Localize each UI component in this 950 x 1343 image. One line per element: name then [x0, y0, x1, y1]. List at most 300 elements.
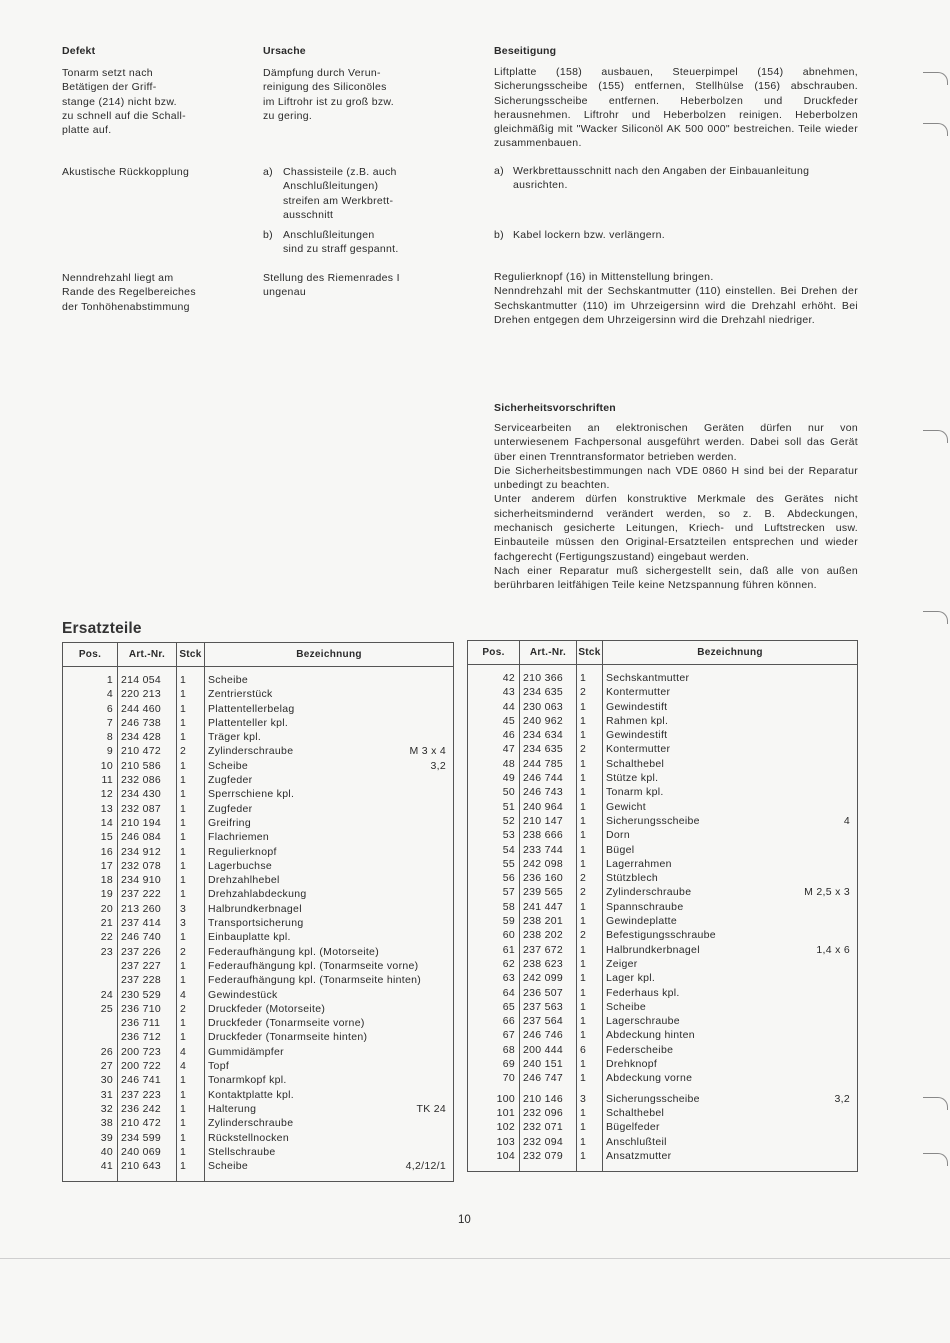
binder-edge-mark [923, 123, 948, 136]
cell-art-nr: 210 194 [118, 816, 177, 830]
cell-stck: 1 [577, 971, 603, 985]
cell-art-nr: 239 565 [520, 885, 577, 899]
cell-bezeichnung [603, 728, 858, 742]
col-header-stck: Stck [177, 643, 205, 667]
cell-pos: 100 [468, 1086, 520, 1106]
cell-art-nr: 236 712 [118, 1030, 177, 1044]
cell-pos: 25 [63, 1002, 118, 1016]
cell-bez-spec [446, 1145, 450, 1159]
table-row [468, 1000, 858, 1014]
cell-art-nr: 238 202 [520, 928, 577, 942]
cell-bez-text: Stellschraube [208, 1145, 276, 1158]
binder-edge-mark [923, 72, 948, 85]
cell-bezeichnung [205, 802, 454, 816]
cell-bez-text: Druckfeder (Motorseite) [208, 1002, 326, 1015]
table-row [63, 887, 454, 901]
cell-pos: 51 [468, 800, 520, 814]
cell-bez-spec [446, 687, 450, 701]
cell-pos: 65 [468, 1000, 520, 1014]
cell-bezeichnung [205, 702, 454, 716]
cell-bez-spec [446, 959, 450, 973]
cell-art-nr: 210 366 [520, 665, 577, 686]
table-row [468, 1028, 858, 1042]
cell-bez-spec: 1,4 x 6 [816, 943, 850, 956]
cell-bez-spec [850, 685, 854, 699]
table-row [63, 830, 454, 844]
cell-art-nr: 210 472 [118, 1116, 177, 1130]
cell-pos: 13 [63, 802, 118, 816]
cell-stck: 1 [577, 843, 603, 857]
cell-art-nr: 242 098 [520, 857, 577, 871]
cell-stck: 1 [577, 986, 603, 1000]
table-row [468, 843, 858, 857]
cell-bez-text: Druckfeder (Tonarmseite vorne) [208, 1017, 365, 1030]
cell-bezeichnung [205, 1002, 454, 1016]
cell-bez-spec [446, 1073, 450, 1087]
safety-title: Sicherheitsvorschriften [494, 402, 616, 414]
cell-bez-spec [850, 1071, 854, 1085]
cell-bez-text: Zylinderschraube [208, 1117, 294, 1130]
table-row [63, 1116, 454, 1130]
cell-bez-spec [446, 988, 450, 1002]
cell-art-nr: 234 430 [118, 787, 177, 801]
cell-pos: 16 [63, 845, 118, 859]
table-row [63, 759, 454, 773]
cell-bez-spec [446, 673, 450, 687]
cell-art-nr: 230 529 [118, 988, 177, 1002]
cell-bez-text: Gewindeplatte [606, 915, 678, 928]
cell-stck: 1 [577, 728, 603, 742]
cell-art-nr: 232 094 [520, 1135, 577, 1149]
cell-stck: 1 [177, 973, 205, 987]
cell-art-nr: 200 723 [118, 1045, 177, 1059]
cell-bezeichnung [603, 885, 858, 899]
cell-pos: 27 [63, 1059, 118, 1073]
cell-bez-text: Gewicht [606, 800, 647, 813]
cell-bez-text: Spannschraube [606, 900, 684, 913]
table-row [468, 665, 858, 686]
cell-bez-spec [850, 957, 854, 971]
cell-art-nr: 246 744 [520, 771, 577, 785]
cell-pos: 64 [468, 986, 520, 1000]
binder-edge-mark [923, 430, 948, 443]
cell-bezeichnung [603, 1000, 858, 1014]
cell-bez-text: Lagerschraube [606, 1015, 680, 1028]
table-row [63, 873, 454, 887]
table-row [468, 1106, 858, 1120]
cell-stck: 1 [577, 1014, 603, 1028]
parts-title: Ersatzteile [62, 620, 142, 637]
cell-bez-spec [446, 787, 450, 801]
cell-stck: 1 [577, 1071, 603, 1085]
cell-stck: 1 [177, 802, 205, 816]
cell-pos: 47 [468, 742, 520, 756]
cell-bez-spec [850, 1106, 854, 1120]
table-row [468, 900, 858, 914]
cell-bezeichnung [205, 1102, 454, 1116]
cell-bez-spec [850, 857, 854, 871]
cell-pos: 48 [468, 757, 520, 771]
cell-stck: 1 [177, 859, 205, 873]
cell-stck: 2 [177, 1002, 205, 1016]
cell-bez-spec [850, 757, 854, 771]
cell-stck: 1 [577, 957, 603, 971]
cell-bez-text: Gummidämpfer [208, 1045, 284, 1058]
cell-art-nr: 237 228 [118, 973, 177, 987]
table-row [63, 744, 454, 758]
cell-stck: 1 [177, 873, 205, 887]
cell-art-nr: 233 744 [520, 843, 577, 857]
table-row [468, 700, 858, 714]
cell-bez-text: Anschlußteil [606, 1135, 667, 1148]
cell-bez-spec [850, 771, 854, 785]
table-row [63, 667, 454, 688]
cell-bez-spec [850, 800, 854, 814]
cell-bez-spec: 4,2/12/1 [405, 1160, 446, 1173]
cell-art-nr: 213 260 [118, 902, 177, 916]
cell-bez-spec [446, 1030, 450, 1044]
cell-bez-spec [446, 1002, 450, 1016]
cell-bez-spec [850, 1135, 854, 1149]
cell-art-nr: 237 564 [520, 1014, 577, 1028]
cell-bez-text: Kontermutter [606, 743, 671, 756]
table-row [468, 728, 858, 742]
cell-art-nr: 240 962 [520, 714, 577, 728]
col-header-art: Art.-Nr. [520, 641, 577, 665]
cell-bezeichnung [603, 1057, 858, 1071]
table-row [63, 816, 454, 830]
table-row [468, 971, 858, 985]
cell-stck: 1 [577, 800, 603, 814]
table-row [63, 916, 454, 930]
cell-stck: 1 [577, 785, 603, 799]
cell-pos: 12 [63, 787, 118, 801]
cell-bezeichnung [205, 945, 454, 959]
cell-art-nr: 200 722 [118, 1059, 177, 1073]
cell-bez-text: Federhaus kpl. [606, 986, 680, 999]
cell-art-nr: 246 743 [520, 785, 577, 799]
cell-art-nr: 210 586 [118, 759, 177, 773]
cell-bezeichnung [603, 1014, 858, 1028]
table-row [63, 687, 454, 701]
cell-bezeichnung [205, 1088, 454, 1102]
binder-edge-mark [923, 1097, 948, 1110]
row2-ursache-a-label: a) [263, 166, 273, 178]
cell-pos: 54 [468, 843, 520, 857]
cell-pos [63, 1030, 118, 1044]
cell-bezeichnung [603, 871, 858, 885]
cell-stck: 2 [577, 928, 603, 942]
table-row [468, 714, 858, 728]
cell-bez-spec [850, 828, 854, 842]
table-row [63, 773, 454, 787]
cell-art-nr: 236 710 [118, 1002, 177, 1016]
cell-art-nr: 246 740 [118, 930, 177, 944]
cell-bez-spec [850, 1057, 854, 1071]
cell-art-nr: 234 428 [118, 730, 177, 744]
table-row [63, 802, 454, 816]
cell-bezeichnung [603, 1135, 858, 1149]
cell-art-nr: 234 635 [520, 685, 577, 699]
table-row [63, 1016, 454, 1030]
table-row [468, 1071, 858, 1085]
cell-art-nr: 237 414 [118, 916, 177, 930]
header-defekt: Defekt [62, 45, 96, 57]
cell-bez-spec [850, 1120, 854, 1134]
cell-stck: 1 [577, 665, 603, 686]
cell-bez-spec [446, 902, 450, 916]
row2-ursache-b-label: b) [263, 229, 273, 241]
cell-bez-text: Tonarm kpl. [606, 786, 664, 799]
table-row [63, 845, 454, 859]
cell-stck: 1 [177, 1088, 205, 1102]
table-row [63, 1030, 454, 1044]
table-row [468, 1135, 858, 1149]
cell-bez-spec [446, 773, 450, 787]
cell-pos: 26 [63, 1045, 118, 1059]
cell-pos: 53 [468, 828, 520, 842]
cell-bezeichnung [205, 859, 454, 873]
cell-art-nr: 200 444 [520, 1043, 577, 1057]
cell-bez-text: Scheibe [208, 759, 249, 772]
cell-stck: 1 [177, 787, 205, 801]
cell-stck: 1 [177, 830, 205, 844]
cell-bezeichnung [205, 887, 454, 901]
cell-bez-spec [850, 1043, 854, 1057]
cell-stck: 1 [177, 1159, 205, 1182]
cell-pos: 57 [468, 885, 520, 899]
cell-art-nr: 220 213 [118, 687, 177, 701]
cell-stck: 1 [577, 1149, 603, 1172]
table-row [63, 945, 454, 959]
cell-pos: 52 [468, 814, 520, 828]
cell-art-nr: 232 071 [520, 1120, 577, 1134]
cell-stck: 1 [577, 700, 603, 714]
cell-bez-text: Ansatzmutter [606, 1149, 672, 1162]
table-row [468, 1120, 858, 1134]
cell-stck: 1 [177, 1131, 205, 1145]
cell-art-nr: 237 672 [520, 943, 577, 957]
cell-art-nr: 246 738 [118, 716, 177, 730]
cell-pos: 67 [468, 1028, 520, 1042]
cell-bez-text: Lagerrahmen [606, 857, 672, 870]
cell-bez-text: Gewindestift [606, 700, 668, 713]
table-row [468, 1057, 858, 1071]
cell-bez-text: Topf [208, 1060, 230, 1073]
cell-stck: 1 [177, 1116, 205, 1130]
cell-bezeichnung [205, 667, 454, 688]
cell-art-nr: 230 063 [520, 700, 577, 714]
cell-bezeichnung [603, 828, 858, 842]
header-ursache: Ursache [263, 45, 306, 57]
cell-pos: 23 [63, 945, 118, 959]
cell-bez-text: Einbauplatte kpl. [208, 931, 291, 944]
cell-art-nr: 237 222 [118, 887, 177, 901]
cell-bezeichnung [603, 785, 858, 799]
table-row [468, 1014, 858, 1028]
cell-bezeichnung [603, 928, 858, 942]
cell-pos: 9 [63, 744, 118, 758]
cell-pos: 17 [63, 859, 118, 873]
cell-pos: 20 [63, 902, 118, 916]
cell-pos: 66 [468, 1014, 520, 1028]
cell-bez-text: Zugfeder [208, 802, 253, 815]
cell-stck: 1 [577, 900, 603, 914]
cell-art-nr: 244 460 [118, 702, 177, 716]
cell-bez-text: Flachriemen [208, 831, 270, 844]
cell-bez-spec [446, 1059, 450, 1073]
cell-bez-spec [446, 802, 450, 816]
cell-art-nr: 236 160 [520, 871, 577, 885]
cell-stck: 1 [577, 943, 603, 957]
cell-art-nr: 237 563 [520, 1000, 577, 1014]
row1-ursache: Dämpfung durch Verun- reinigung des Siliconöles im Liftrohr ist zu groß bzw. zu gering. [263, 67, 394, 122]
cell-bez-spec [446, 1045, 450, 1059]
cell-art-nr: 234 634 [520, 728, 577, 742]
cell-pos: 14 [63, 816, 118, 830]
cell-bez-text: Träger kpl. [208, 731, 262, 744]
cell-pos: 68 [468, 1043, 520, 1057]
cell-stck: 2 [177, 945, 205, 959]
cell-stck: 1 [577, 757, 603, 771]
table-row [63, 730, 454, 744]
cell-bezeichnung [603, 814, 858, 828]
cell-bez-text: Befestigungsschraube [606, 929, 716, 942]
cell-stck: 1 [577, 1057, 603, 1071]
cell-art-nr: 244 785 [520, 757, 577, 771]
cell-art-nr: 246 747 [520, 1071, 577, 1085]
cell-bezeichnung [603, 857, 858, 871]
cell-bezeichnung [205, 1159, 454, 1182]
cell-pos: 43 [468, 685, 520, 699]
cell-bez-spec [446, 830, 450, 844]
cell-stck: 1 [177, 773, 205, 787]
table-row [468, 685, 858, 699]
cell-stck: 1 [577, 714, 603, 728]
col-header-stck: Stck [577, 641, 603, 665]
row2-ursache-a: Chassisteile (z.B. auch Anschlußleitungen) streifen am Werkbrett- ausschnitt [283, 166, 397, 221]
cell-bez-text: Drehzahlhebel [208, 874, 280, 887]
cell-art-nr: 240 964 [520, 800, 577, 814]
table-row [468, 742, 858, 756]
cell-pos: 11 [63, 773, 118, 787]
cell-bezeichnung [205, 1116, 454, 1130]
table-row [63, 716, 454, 730]
cell-stck: 3 [177, 916, 205, 930]
cell-bez-text: Zylinderschraube [606, 886, 692, 899]
cell-bezeichnung [205, 1045, 454, 1059]
cell-pos: 1 [63, 667, 118, 688]
cell-bez-text: Federaufhängung kpl. (Motorseite) [208, 945, 379, 958]
cell-bez-text: Plattentellerbelag [208, 702, 295, 715]
cell-bez-text: Lager kpl. [606, 972, 656, 985]
cell-art-nr: 232 079 [520, 1149, 577, 1172]
cell-bezeichnung [603, 943, 858, 957]
cell-stck: 1 [577, 1106, 603, 1120]
cell-bezeichnung [205, 959, 454, 973]
cell-pos: 104 [468, 1149, 520, 1172]
row3-ursache: Stellung des Riemenrades I ungenau [263, 272, 400, 299]
cell-bez-text: Sechskantmutter [606, 672, 690, 684]
parts-table-left [62, 642, 454, 1182]
cell-bezeichnung [603, 714, 858, 728]
table-row [468, 1086, 858, 1106]
cell-stck: 3 [577, 1086, 603, 1106]
cell-bez-spec: 3,2 [834, 1092, 850, 1105]
cell-bez-text: Rückstellnocken [208, 1131, 289, 1144]
cell-art-nr: 210 643 [118, 1159, 177, 1182]
cell-stck: 1 [577, 1000, 603, 1014]
row1-beseitigung: Liftplatte (158) ausbauen, Steuerpimpel (154) abnehmen, Sicherungsscheibe (155) entfernen, Stellhülse (156) abschrauben. Sicherungsscheibe entfernen. Heberbolzen und Druckfeder herausnehmen. Liftrohr und Heberbolzen reinigen. Heberbolzen gleichmäßig mit "Wacker Siliconöl AK 500 000" bestreichen. Teile wieder zusammenbauen. [494, 66, 858, 150]
cell-bezeichnung [205, 916, 454, 930]
cell-pos: 49 [468, 771, 520, 785]
cell-stck: 4 [177, 988, 205, 1002]
cell-bez-text: Bügel [606, 843, 635, 856]
cell-bez-spec [446, 702, 450, 716]
cell-bez-text: Tonarmkopf kpl. [208, 1074, 287, 1087]
cell-bez-spec [446, 930, 450, 944]
cell-pos: 60 [468, 928, 520, 942]
cell-art-nr: 237 223 [118, 1088, 177, 1102]
cell-pos: 31 [63, 1088, 118, 1102]
row2-beseitigung-b-label: b) [494, 229, 504, 241]
cell-bez-spec [446, 973, 450, 987]
cell-bez-text: Sperrschiene kpl. [208, 788, 295, 801]
table-row [63, 702, 454, 716]
col-header-pos: Pos. [468, 641, 520, 665]
cell-pos: 38 [63, 1116, 118, 1130]
row2-beseitigung-a-label: a) [494, 165, 504, 177]
cell-stck: 1 [577, 814, 603, 828]
cell-pos: 55 [468, 857, 520, 871]
cell-pos: 8 [63, 730, 118, 744]
page-edge-line [0, 1258, 950, 1259]
cell-bezeichnung [603, 957, 858, 971]
table-row [63, 859, 454, 873]
cell-stck: 1 [577, 1028, 603, 1042]
row1-defekt: Tonarm setzt nach Betätigen der Griff- stange (214) nicht bzw. zu schnell auf die Schall- platte auf. [62, 67, 186, 137]
table-row [63, 959, 454, 973]
cell-stck: 1 [577, 914, 603, 928]
cell-pos: 103 [468, 1135, 520, 1149]
cell-pos: 44 [468, 700, 520, 714]
table-row [468, 785, 858, 799]
col-header-pos: Pos. [63, 643, 118, 667]
table-row [468, 857, 858, 871]
cell-stck: 3 [177, 902, 205, 916]
cell-bezeichnung [205, 759, 454, 773]
cell-bez-text: Scheibe [606, 1000, 647, 1013]
cell-bez-spec [446, 1016, 450, 1030]
cell-bezeichnung [603, 1149, 858, 1172]
page-number: 10 [458, 1214, 471, 1226]
cell-bez-spec [850, 671, 854, 685]
cell-bez-spec: 3,2 [430, 759, 446, 772]
cell-pos: 10 [63, 759, 118, 773]
cell-bez-text: Abdeckung hinten [606, 1029, 695, 1042]
cell-stck: 1 [177, 1016, 205, 1030]
cell-stck: 1 [177, 1145, 205, 1159]
cell-bez-text: Halbrundkerbnagel [208, 902, 302, 915]
table-row [468, 814, 858, 828]
table-row [63, 1145, 454, 1159]
cell-bez-spec [850, 1014, 854, 1028]
cell-pos [63, 1016, 118, 1030]
cell-pos: 101 [468, 1106, 520, 1120]
cell-stck: 1 [577, 828, 603, 842]
cell-stck: 1 [577, 1120, 603, 1134]
cell-bez-spec [446, 859, 450, 873]
